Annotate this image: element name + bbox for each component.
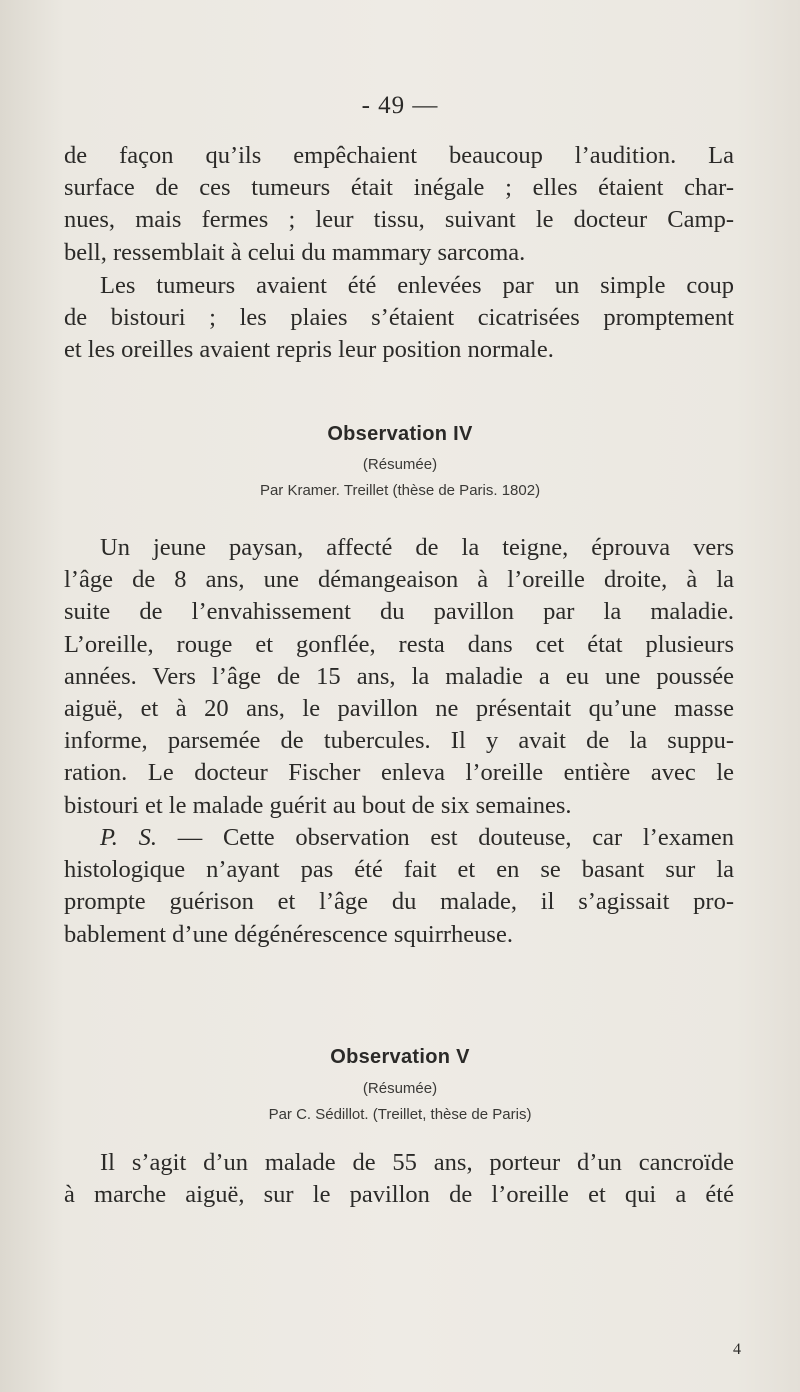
text-line: de façon qu’ils empêchaient beaucoup l’audition. La xyxy=(64,142,734,169)
text-line: l’âge de 8 ans, une démangeaison à l’oreille droite, à la xyxy=(64,566,734,594)
text-line xyxy=(64,822,734,854)
text-line: Un jeune paysan, affecté de la teigne, éprouva vers xyxy=(100,534,734,561)
text-line: histologique n’ayant pas été fait et en se basant sur la xyxy=(64,856,734,884)
paragraph-1 xyxy=(64,140,734,269)
text-line: surface de ces tumeurs était inégale ; elles étaient char- xyxy=(64,174,734,202)
text-fragment: — Cette observation est douteuse, car l’examen xyxy=(157,824,734,851)
paragraph-4 xyxy=(64,822,734,951)
text-line: nues, mais fermes ; leur tissu, suivant le docteur Camp- xyxy=(64,206,734,234)
paragraph-2 xyxy=(64,270,734,367)
observation-iv-subtitle: (Résumée) xyxy=(362,456,438,473)
text-line: L’oreille, rouge et gonflée, resta dans cet état plusieurs xyxy=(64,630,734,658)
text-line: Les tumeurs avaient été enlevées par un simple coup xyxy=(100,272,734,299)
text-line: aiguë, et à 20 ans, le pavillon ne présentait qu’une masse xyxy=(64,695,734,723)
text-line: ration. Le docteur Fischer enleva l’oreille entière avec le xyxy=(64,759,734,787)
text-line: à marche aiguë, sur le pavillon de l’oreille et qui a été xyxy=(64,1181,734,1209)
observation-v-heading: Observation V xyxy=(330,1046,470,1068)
observation-iv-heading: Observation IV xyxy=(327,423,473,445)
text-line: et les oreilles avaient repris leur position normale. xyxy=(64,336,554,364)
paragraph-5 xyxy=(64,1147,734,1211)
text-line: Il s’agit d’un malade de 55 ans, porteur d’un cancroïde xyxy=(100,1149,734,1176)
page-number: - 49 — xyxy=(361,92,439,119)
text-line: suite de l’envahissement du pavillon par la maladie. xyxy=(64,598,734,626)
ps-label: P. S. xyxy=(100,824,158,851)
observation-v-subtitle: (Résumée) xyxy=(362,1080,438,1097)
text-line: bell, ressemblait à celui du mammary sarcoma. xyxy=(64,238,526,266)
text-line: prompte guérison et l’âge du malade, il s’agissait pro- xyxy=(64,888,734,916)
text-line: informe, parsemée de tubercules. Il y avait de la suppu- xyxy=(64,727,734,755)
text-line: années. Vers l’âge de 15 ans, la maladie a eu une poussée xyxy=(64,662,734,690)
text-line: bistouri et le malade guérit au bout de six semaines. xyxy=(64,791,572,819)
paragraph-3 xyxy=(64,532,734,822)
signature-mark: 4 xyxy=(733,1341,741,1358)
text-line: de bistouri ; les plaies s’étaient cicatrisées promptement xyxy=(64,304,734,332)
observation-v-source: Par C. Sédillot. (Treillet, thèse de Paris) xyxy=(268,1106,532,1123)
text-line: bablement d’une dégénérescence squirrheuse. xyxy=(64,920,513,948)
observation-iv-source: Par Kramer. Treillet (thèse de Paris. 1802) xyxy=(259,482,541,499)
